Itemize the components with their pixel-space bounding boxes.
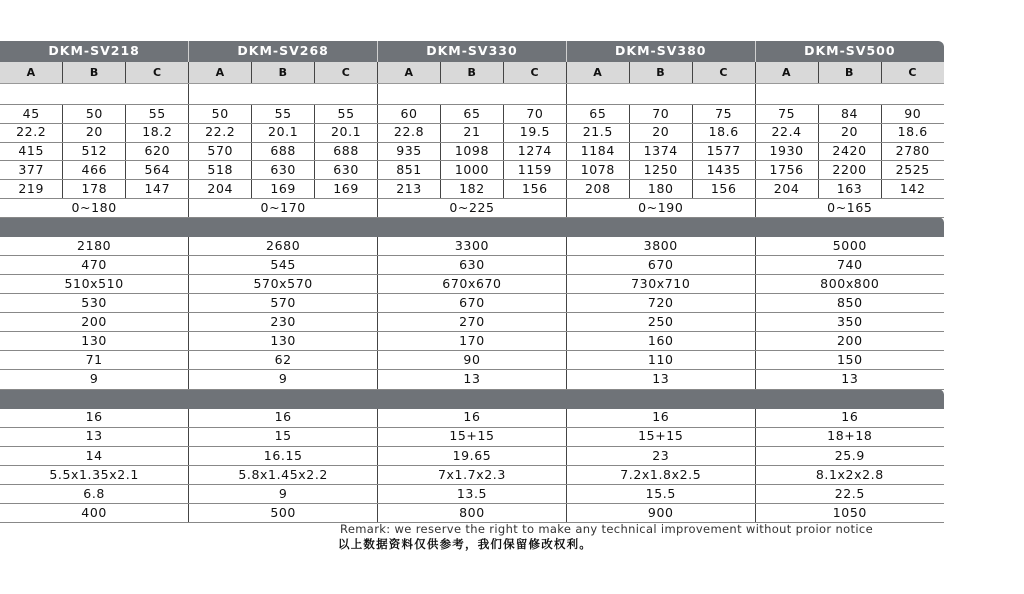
table-cell: 630 [252, 161, 315, 180]
model-header-row [0, 41, 944, 62]
section-divider-3 [0, 389, 944, 409]
sub-header-cell: C [126, 62, 189, 84]
table-cell: 1274 [503, 142, 566, 161]
table-cell: 75 [692, 105, 755, 124]
table-cell: 570 [189, 294, 378, 313]
blank-row [0, 84, 944, 105]
table-cell: 518 [189, 161, 252, 180]
table-cell: 20 [63, 123, 126, 142]
table-cell: 15.5 [566, 484, 755, 503]
table-cell: 1374 [629, 142, 692, 161]
table-cell: 60 [378, 105, 441, 124]
table-cell: 2200 [818, 161, 881, 180]
sub-header-cell: C [315, 62, 378, 84]
range-cell: 0~190 [566, 198, 755, 217]
table-cell: 200 [0, 313, 189, 332]
table-cell: 1000 [440, 161, 503, 180]
sub-header-cell: B [440, 62, 503, 84]
table-cell: 13 [566, 370, 755, 389]
remark-chinese: 以上数据资料仅供参考，我们保留修改权利。 [338, 537, 592, 551]
table-cell: 22.2 [0, 123, 63, 142]
table-cell: 75 [755, 105, 818, 124]
table-row [0, 484, 944, 503]
spec-table-body [0, 41, 944, 523]
table-cell: 16 [0, 409, 189, 428]
table-cell: 415 [0, 142, 63, 161]
table-row [0, 446, 944, 465]
range-cell: 0~180 [0, 198, 189, 217]
sub-header-cell: A [755, 62, 818, 84]
table-cell: 851 [378, 161, 441, 180]
table-cell: 1184 [566, 142, 629, 161]
table-cell: 2525 [881, 161, 944, 180]
table-cell: 1577 [692, 142, 755, 161]
table-cell: 2680 [189, 237, 378, 256]
sub-header-cell: C [692, 62, 755, 84]
table-cell: 16 [189, 409, 378, 428]
sub-header-cell: A [189, 62, 252, 84]
table-cell: 25.9 [755, 446, 944, 465]
table-cell: 84 [818, 105, 881, 124]
table-cell: 160 [566, 332, 755, 351]
table-cell: 564 [126, 161, 189, 180]
table-cell: 250 [566, 313, 755, 332]
table-cell: 7.2x1.8x2.5 [566, 465, 755, 484]
table-cell: 1435 [692, 161, 755, 180]
table-row [0, 351, 944, 370]
table-cell: 688 [315, 142, 378, 161]
table-row [0, 105, 944, 124]
range-cell: 0~225 [378, 198, 567, 217]
table-cell: 670x670 [378, 274, 567, 293]
table-cell: 5.5x1.35x2.1 [0, 465, 189, 484]
table-cell: 1098 [440, 142, 503, 161]
table-cell: 18.6 [692, 123, 755, 142]
table-cell: 50 [63, 105, 126, 124]
table-cell: 16 [378, 409, 567, 428]
table-cell: 163 [818, 180, 881, 199]
table-cell: 21 [440, 123, 503, 142]
table-cell: 230 [189, 313, 378, 332]
table-cell: 156 [692, 180, 755, 199]
table-cell: 15+15 [378, 427, 567, 446]
table-cell: 720 [566, 294, 755, 313]
sub-header-cell: C [881, 62, 944, 84]
table-cell: 9 [189, 484, 378, 503]
table-cell: 14 [0, 446, 189, 465]
table-cell: 19.65 [378, 446, 567, 465]
sub-header-row [0, 62, 944, 84]
table-cell: 169 [315, 180, 378, 199]
table-cell: 6.8 [0, 484, 189, 503]
table-row [0, 274, 944, 293]
table-cell: 466 [63, 161, 126, 180]
table-cell: 3800 [566, 237, 755, 256]
section-divider-2 [0, 217, 944, 237]
table-cell: 16 [566, 409, 755, 428]
table-cell: 180 [629, 180, 692, 199]
table-cell: 142 [881, 180, 944, 199]
table-row [0, 313, 944, 332]
table-cell: 71 [0, 351, 189, 370]
model-name: DKM-SV268 [189, 41, 378, 62]
model-name: DKM-SV330 [378, 41, 567, 62]
table-cell: 21.5 [566, 123, 629, 142]
table-cell: 130 [0, 332, 189, 351]
table-cell: 570x570 [189, 274, 378, 293]
table-cell: 22.5 [755, 484, 944, 503]
table-cell: 22.2 [189, 123, 252, 142]
model-name: DKM-SV218 [0, 41, 189, 62]
table-cell: 8.1x2x2.8 [755, 465, 944, 484]
table-row [0, 427, 944, 446]
table-cell: 178 [63, 180, 126, 199]
table-cell: 182 [440, 180, 503, 199]
table-cell: 1078 [566, 161, 629, 180]
range-cell: 0~170 [189, 198, 378, 217]
table-cell: 16.15 [189, 446, 378, 465]
sub-header-cell: C [503, 62, 566, 84]
table-cell: 204 [189, 180, 252, 199]
table-cell: 2180 [0, 237, 189, 256]
spec-table [0, 41, 944, 523]
table-cell: 90 [881, 105, 944, 124]
sub-header-cell: B [252, 62, 315, 84]
table-cell: 545 [189, 255, 378, 274]
spec-sheet [0, 41, 944, 523]
table-cell: 90 [378, 351, 567, 370]
table-cell: 900 [566, 504, 755, 523]
table-cell: 200 [755, 332, 944, 351]
table-cell: 1159 [503, 161, 566, 180]
table-cell: 110 [566, 351, 755, 370]
table-cell: 50 [189, 105, 252, 124]
table-cell: 1250 [629, 161, 692, 180]
table-cell: 169 [252, 180, 315, 199]
table-cell: 530 [0, 294, 189, 313]
table-row [0, 370, 944, 389]
table-cell: 18.6 [881, 123, 944, 142]
table-cell: 19.5 [503, 123, 566, 142]
table-row [0, 465, 944, 484]
table-cell: 400 [0, 504, 189, 523]
table-cell: 800 [378, 504, 567, 523]
model-name: DKM-SV500 [755, 41, 944, 62]
table-cell: 16 [755, 409, 944, 428]
table-row [0, 180, 944, 199]
table-cell: 22.8 [378, 123, 441, 142]
table-cell: 630 [315, 161, 378, 180]
table-cell: 150 [755, 351, 944, 370]
table-row [0, 294, 944, 313]
remark-english: Remark: we reserve the right to make any technical improvement without proior notice [340, 522, 874, 536]
table-row [0, 161, 944, 180]
table-cell: 18.2 [126, 123, 189, 142]
blank-cell [189, 84, 378, 105]
table-row [0, 332, 944, 351]
sub-header-cell: A [0, 62, 63, 84]
table-cell: 65 [440, 105, 503, 124]
table-cell: 204 [755, 180, 818, 199]
table-cell: 13.5 [378, 484, 567, 503]
model-name: DKM-SV380 [566, 41, 755, 62]
table-cell: 800x800 [755, 274, 944, 293]
table-cell: 512 [63, 142, 126, 161]
table-cell: 55 [315, 105, 378, 124]
table-cell: 730x710 [566, 274, 755, 293]
table-cell: 630 [378, 255, 567, 274]
table-cell: 350 [755, 313, 944, 332]
table-cell: 688 [252, 142, 315, 161]
table-cell: 9 [0, 370, 189, 389]
table-row [0, 123, 944, 142]
table-cell: 500 [189, 504, 378, 523]
table-cell: 219 [0, 180, 63, 199]
table-cell: 740 [755, 255, 944, 274]
table-cell: 670 [378, 294, 567, 313]
table-cell: 510x510 [0, 274, 189, 293]
table-cell: 3300 [378, 237, 567, 256]
table-cell: 55 [126, 105, 189, 124]
table-cell: 2780 [881, 142, 944, 161]
table-cell: 377 [0, 161, 63, 180]
table-cell: 2420 [818, 142, 881, 161]
table-cell: 9 [189, 370, 378, 389]
table-cell: 23 [566, 446, 755, 465]
table-cell: 1930 [755, 142, 818, 161]
table-row [0, 237, 944, 256]
table-cell: 45 [0, 105, 63, 124]
table-cell: 208 [566, 180, 629, 199]
section-bar [0, 389, 944, 409]
table-cell: 1756 [755, 161, 818, 180]
table-cell: 620 [126, 142, 189, 161]
table-cell: 270 [378, 313, 567, 332]
blank-cell [566, 84, 755, 105]
table-cell: 5.8x1.45x2.2 [189, 465, 378, 484]
sub-header-cell: A [566, 62, 629, 84]
table-cell: 13 [755, 370, 944, 389]
table-cell: 62 [189, 351, 378, 370]
sub-header-cell: A [378, 62, 441, 84]
blank-cell [755, 84, 944, 105]
table-cell: 22.4 [755, 123, 818, 142]
sub-header-cell: B [63, 62, 126, 84]
range-cell: 0~165 [755, 198, 944, 217]
table-row [0, 255, 944, 274]
table-cell: 15+15 [566, 427, 755, 446]
sub-header-cell: B [818, 62, 881, 84]
table-cell: 18+18 [755, 427, 944, 446]
table-cell: 147 [126, 180, 189, 199]
blank-cell [0, 84, 189, 105]
table-cell: 1050 [755, 504, 944, 523]
table-cell: 70 [503, 105, 566, 124]
sub-header-cell: B [629, 62, 692, 84]
table-cell: 20 [818, 123, 881, 142]
table-cell: 13 [378, 370, 567, 389]
table-cell: 13 [0, 427, 189, 446]
table-row [0, 409, 944, 428]
table-cell: 170 [378, 332, 567, 351]
table-cell: 20.1 [252, 123, 315, 142]
table-cell: 670 [566, 255, 755, 274]
table-cell: 70 [629, 105, 692, 124]
table-cell: 470 [0, 255, 189, 274]
table-cell: 156 [503, 180, 566, 199]
table-cell: 935 [378, 142, 441, 161]
table-cell: 7x1.7x2.3 [378, 465, 567, 484]
range-row [0, 198, 944, 217]
table-cell: 850 [755, 294, 944, 313]
section-bar [0, 217, 944, 237]
table-cell: 5000 [755, 237, 944, 256]
table-cell: 130 [189, 332, 378, 351]
table-cell: 55 [252, 105, 315, 124]
table-row [0, 142, 944, 161]
table-row [0, 504, 944, 523]
blank-cell [378, 84, 567, 105]
table-cell: 15 [189, 427, 378, 446]
table-cell: 20.1 [315, 123, 378, 142]
table-cell: 570 [189, 142, 252, 161]
table-cell: 213 [378, 180, 441, 199]
table-cell: 65 [566, 105, 629, 124]
table-cell: 20 [629, 123, 692, 142]
